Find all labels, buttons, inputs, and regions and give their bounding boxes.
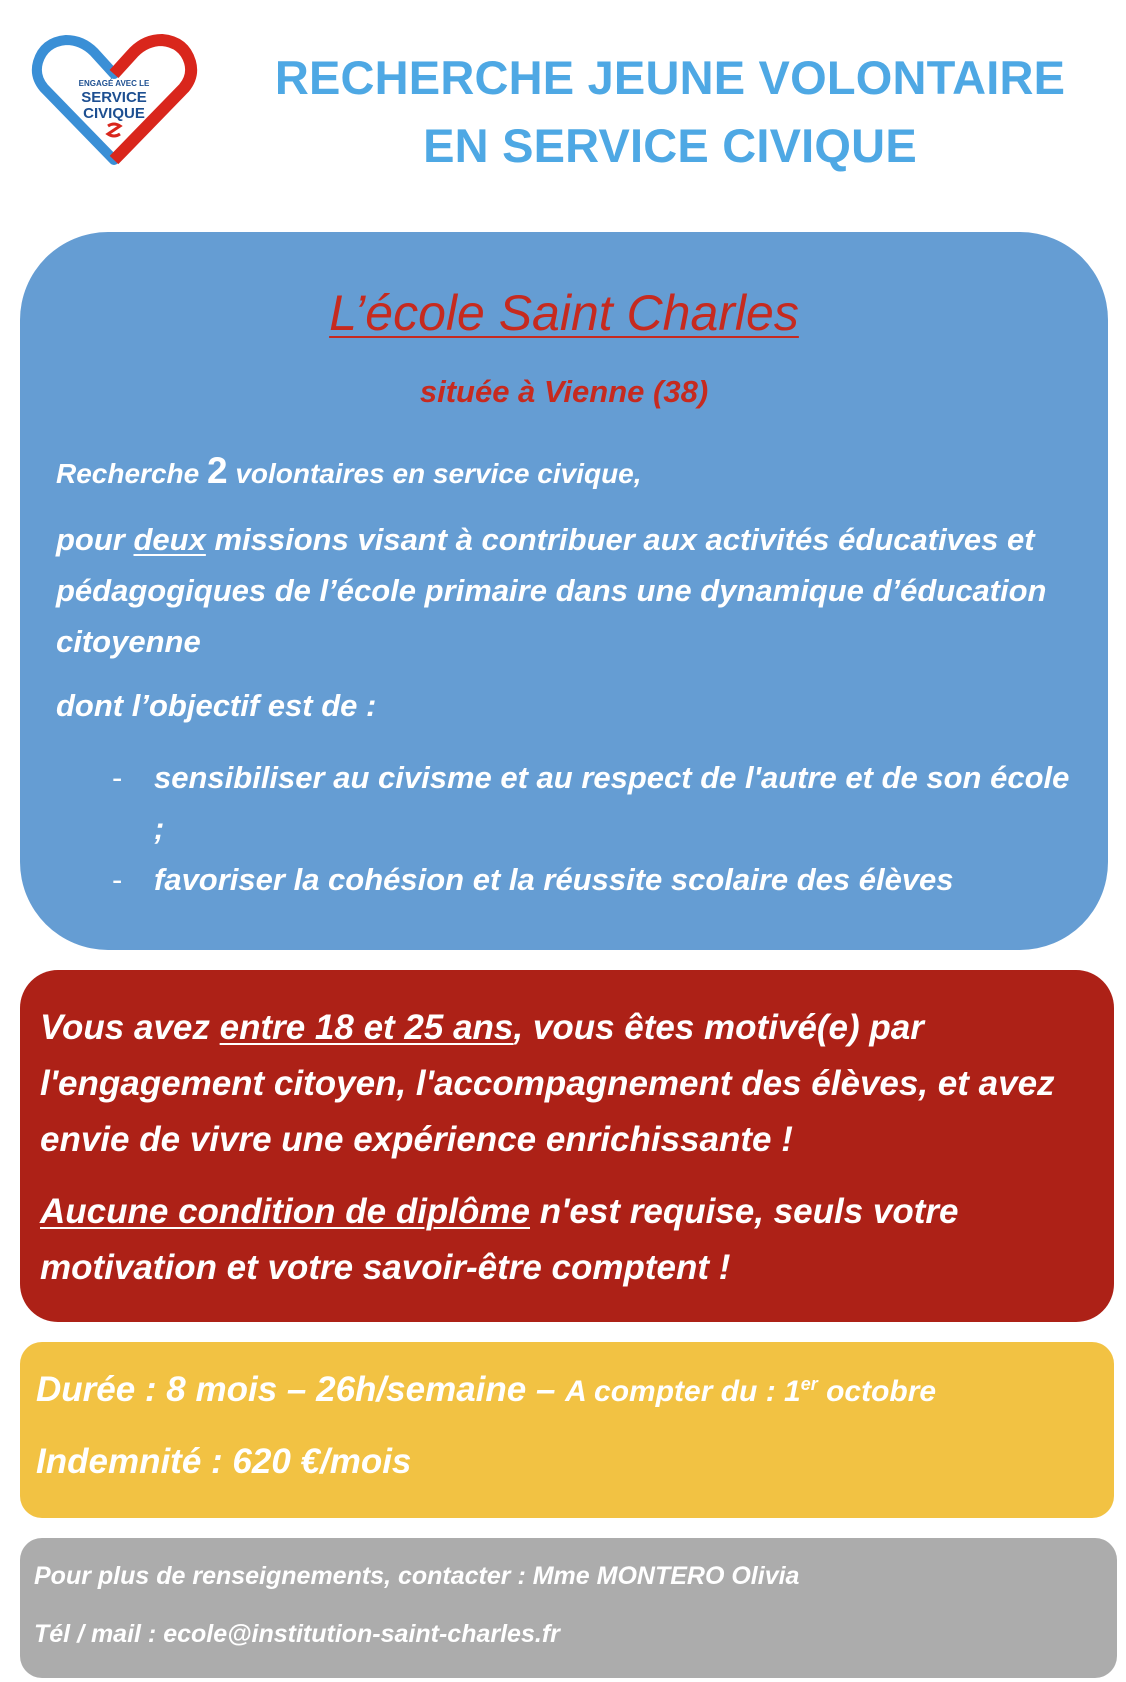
desc-suffix: missions visant à contribuer aux activités éducatives et pédagogiques de l’école primaire dans une dynamique d’éducation citoyenne: [56, 522, 1047, 659]
profile-paragraph-2: [40, 1184, 1090, 1296]
profile-paragraph-1: [40, 1000, 1090, 1168]
desc-prefix: pour: [56, 522, 134, 557]
bullet-dash: -: [112, 760, 123, 795]
list-item: [90, 752, 1080, 854]
start-sup: er: [800, 1374, 818, 1394]
logo-text-civique: CIVIQUE: [83, 105, 145, 122]
logo-text-service: SERVICE: [81, 89, 147, 106]
page-title: [250, 44, 1090, 180]
duration-label: Durée : 8 mois – 26h/semaine –: [36, 1370, 566, 1409]
objective-text: sensibiliser au civisme et au respect de l'autre et de son école ;: [154, 760, 1070, 846]
duration-line: [36, 1370, 936, 1410]
logo-text-engage: ENGAGÉ AVEC LE: [78, 79, 150, 88]
objective-list: [90, 752, 1080, 905]
profile-p1-prefix: Vous avez: [40, 1008, 220, 1047]
objective-text: favoriser la cohésion et la réussite scolaire des élèves: [154, 862, 954, 897]
list-item: [90, 854, 1080, 905]
profile-panel: [20, 970, 1114, 1322]
recruit-number: 2: [206, 450, 228, 491]
mission-panel: [20, 232, 1108, 950]
title-line-1: RECHERCHE JEUNE VOLONTAIRE: [274, 51, 1066, 104]
school-location: située à Vienne (38): [419, 374, 709, 409]
start-label: A compter du : 1: [565, 1375, 801, 1408]
recruit-suffix: volontaires en service civique,: [227, 458, 642, 489]
start-suffix: octobre: [817, 1375, 937, 1408]
profile-p1-suffix: , vous êtes motivé(e) par l'engagement citoyen, l'accompagnement des élèves, et avez envie de vivre une expérience enrichissante !: [40, 1008, 1055, 1159]
recruit-prefix: Recherche: [56, 458, 207, 489]
bullet-dash: -: [112, 862, 123, 897]
desc-underlined: deux: [133, 522, 206, 557]
allowance-line: Indemnité : 620 €/mois: [36, 1442, 412, 1481]
school-name: L’école Saint Charles: [329, 285, 799, 341]
contact-person: Pour plus de renseignements, contacter : Mme MONTERO Olivia: [34, 1562, 800, 1590]
recruit-line: [56, 450, 642, 492]
mission-description: [56, 514, 1076, 667]
service-civique-logo: [30, 22, 198, 172]
contact-panel: [20, 1538, 1117, 1678]
terms-panel: [20, 1342, 1114, 1518]
contact-email[interactable]: Tél / mail : ecole@institution-saint-charles.fr: [34, 1620, 560, 1648]
no-diploma: Aucune condition de diplôme: [40, 1192, 530, 1231]
title-line-2: EN SERVICE CIVIQUE: [423, 119, 917, 172]
profile-p2-suffix: n'est requise, seuls votre motivation et votre savoir-être comptent !: [40, 1192, 959, 1287]
age-range: entre 18 et 25 ans: [219, 1008, 514, 1047]
objective-intro: dont l’objectif est de :: [56, 688, 377, 723]
